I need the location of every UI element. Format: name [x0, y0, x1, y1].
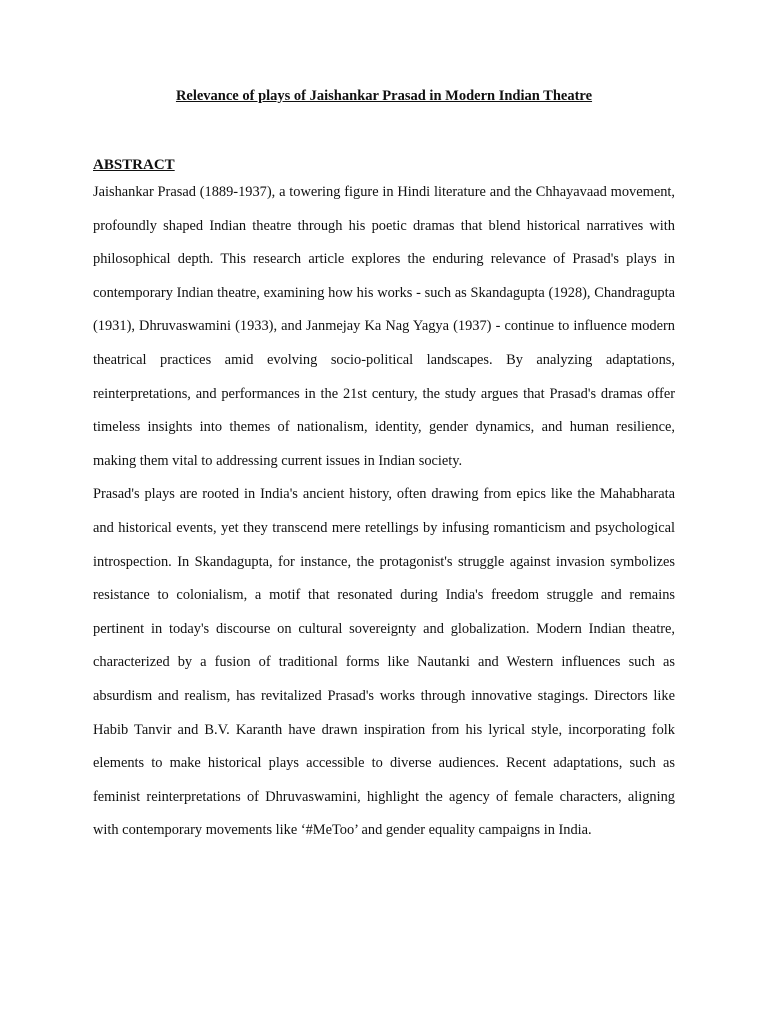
- abstract-paragraph-1: Jaishankar Prasad (1889-1937), a towering figure in Hindi literature and the Chhayavaad movement, profoundly shaped Indian theatre through his poetic dramas that blend historical narratives with philosophical depth. This research article explores the enduring relevance of Prasad's plays in contemporary Indian theatre, examining how his works - such as Skandagupta (1928), Chandragupta (1931), Dhruvaswamini (1933), and Janmejay Ka Nag Yagya (1937) - continue to influence modern theatrical practices amid evolving socio-political landscapes. By analyzing adaptations, reinterpretations, and performances in the 21st century, the study argues that Prasad's dramas offer timeless insights into themes of nationalism, identity, gender dynamics, and human resilience, making them vital to addressing current issues in Indian society.: [93, 184, 675, 469]
- abstract-paragraph-2: Prasad's plays are rooted in India's ancient history, often drawing from epics like the Mahabharata and historical events, yet they transcend mere retellings by infusing romanticism and psychological introspection. In Skandagupta, for instance, the protagonist's struggle against invasion symbolizes resistance to colonialism, a motif that resonated during India's freedom struggle and remains pertinent in today's discourse on cultural sovereignty and globalization. Modern Indian theatre, characterized by a fusion of traditional forms like Nautanki and Western influences such as absurdism and realism, has revitalized Prasad's works through innovative stagings. Directors like Habib Tanvir and B.V. Karanth have drawn inspiration from his lyrical style, incorporating folk elements to make historical plays accessible to diverse audiences. Recent adaptations, such as feminist reinterpretations of Dhruvaswamini, highlight the agency of female characters, aligning with contemporary movements like ‘#MeToo’ and gender equality campaigns in India.: [93, 486, 675, 839]
- abstract-heading: ABSTRACT: [93, 157, 175, 173]
- document-title: Relevance of plays of Jaishankar Prasad in Modern Indian Theatre: [175, 88, 593, 104]
- document-page: [93, 86, 675, 848]
